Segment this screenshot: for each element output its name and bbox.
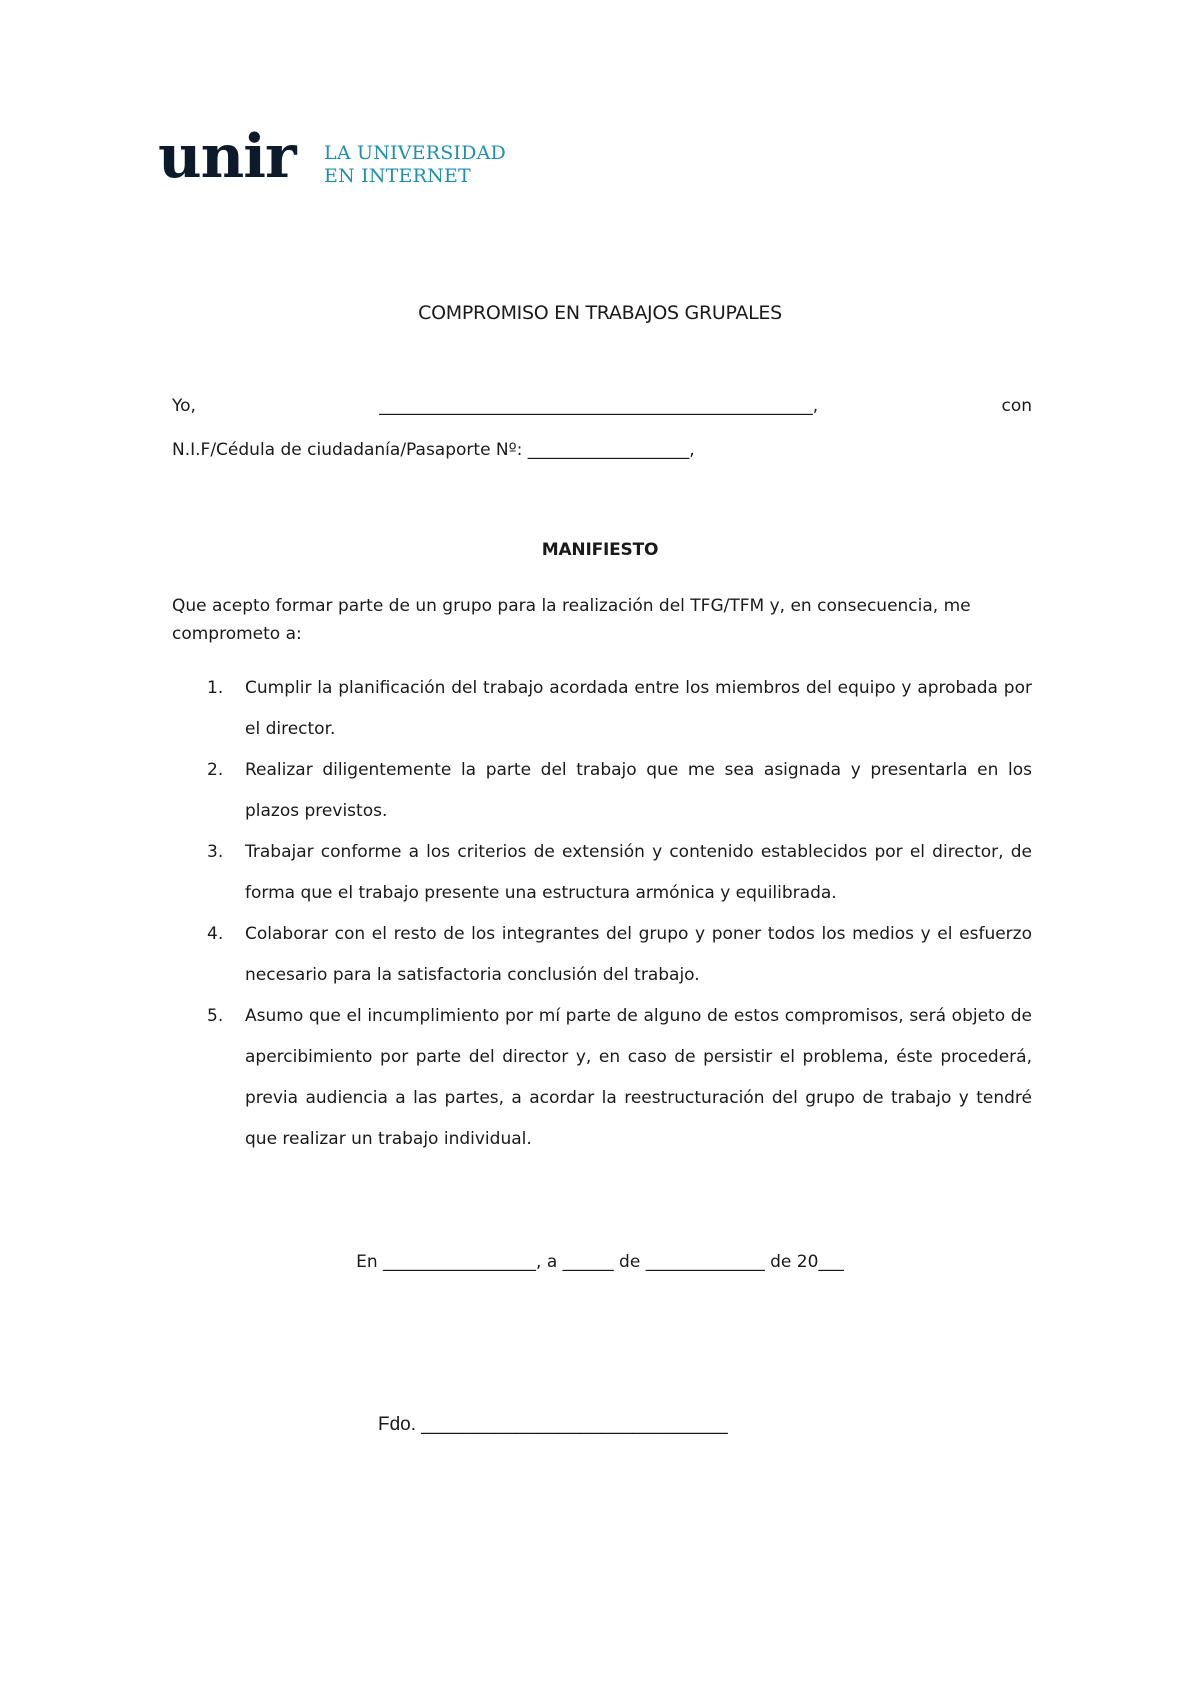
logo-tagline-line-2: EN INTERNET bbox=[324, 165, 471, 187]
list-item-text: Trabajar conforme a los criterios de extensión y contenido establecidos por el director, de forma que el trabajo presente una estructura armónica y equilibrada. bbox=[245, 842, 1032, 903]
section-heading: MANIFIESTO bbox=[541, 540, 659, 560]
document-title: COMPROMISO EN TRABAJOS GRUPALES bbox=[418, 302, 782, 324]
identity-yo: Yo, bbox=[172, 396, 196, 416]
list-item-number: 4. bbox=[207, 924, 224, 944]
identity-line-1 bbox=[172, 396, 1032, 416]
logo-mark: unir bbox=[158, 122, 296, 192]
list-item-number: 5. bbox=[207, 1006, 224, 1026]
signature-line: Fdo. _____________________________ bbox=[378, 1414, 728, 1435]
identity-name-blank: ___________________________________________________, bbox=[379, 396, 819, 416]
identity-line-2: N.I.F/Cédula de ciudadanía/Pasaporte Nº: ___________________, bbox=[172, 440, 695, 460]
list-item-number: 1. bbox=[207, 678, 224, 698]
date-line: En __________________, a ______ de ______________ de 20___ bbox=[356, 1252, 844, 1272]
intro-paragraph: Que acepto formar parte de un grupo para la realización del TFG/TFM y, en consecuencia, me comprometo a: bbox=[172, 596, 971, 644]
list-item bbox=[172, 996, 1032, 1160]
list-item bbox=[172, 914, 1032, 996]
unir-logo bbox=[158, 122, 506, 202]
list-item bbox=[172, 832, 1032, 914]
list-item-text: Colaborar con el resto de los integrantes del grupo y poner todos los medios y el esfuerzo necesario para la satisfactoria conclusión del trabajo. bbox=[245, 924, 1032, 985]
list-item-text: Cumplir la planificación del trabajo acordada entre los miembros del equipo y aprobada por el director. bbox=[245, 678, 1032, 739]
identity-con: con bbox=[1001, 396, 1032, 416]
logo-tagline-line-1: LA UNIVERSIDAD bbox=[324, 142, 506, 164]
list-item-text: Asumo que el incumplimiento por mí parte de alguno de estos compromisos, será objeto de apercibimiento por parte del director y, en caso de persistir el problema, éste procederá, previa audiencia a las partes, a acordar la reestructuración del grupo de trabajo y tendré que realizar un trabajo individual. bbox=[245, 1006, 1032, 1149]
list-item bbox=[172, 668, 1032, 750]
list-item-number: 2. bbox=[207, 760, 224, 780]
list-item-number: 3. bbox=[207, 842, 224, 862]
list-item bbox=[172, 750, 1032, 832]
commitments-list bbox=[172, 668, 1032, 1160]
list-item-text: Realizar diligentemente la parte del trabajo que me sea asignada y presentarla en los plazos previstos. bbox=[245, 760, 1032, 821]
logo-tagline bbox=[324, 142, 506, 188]
